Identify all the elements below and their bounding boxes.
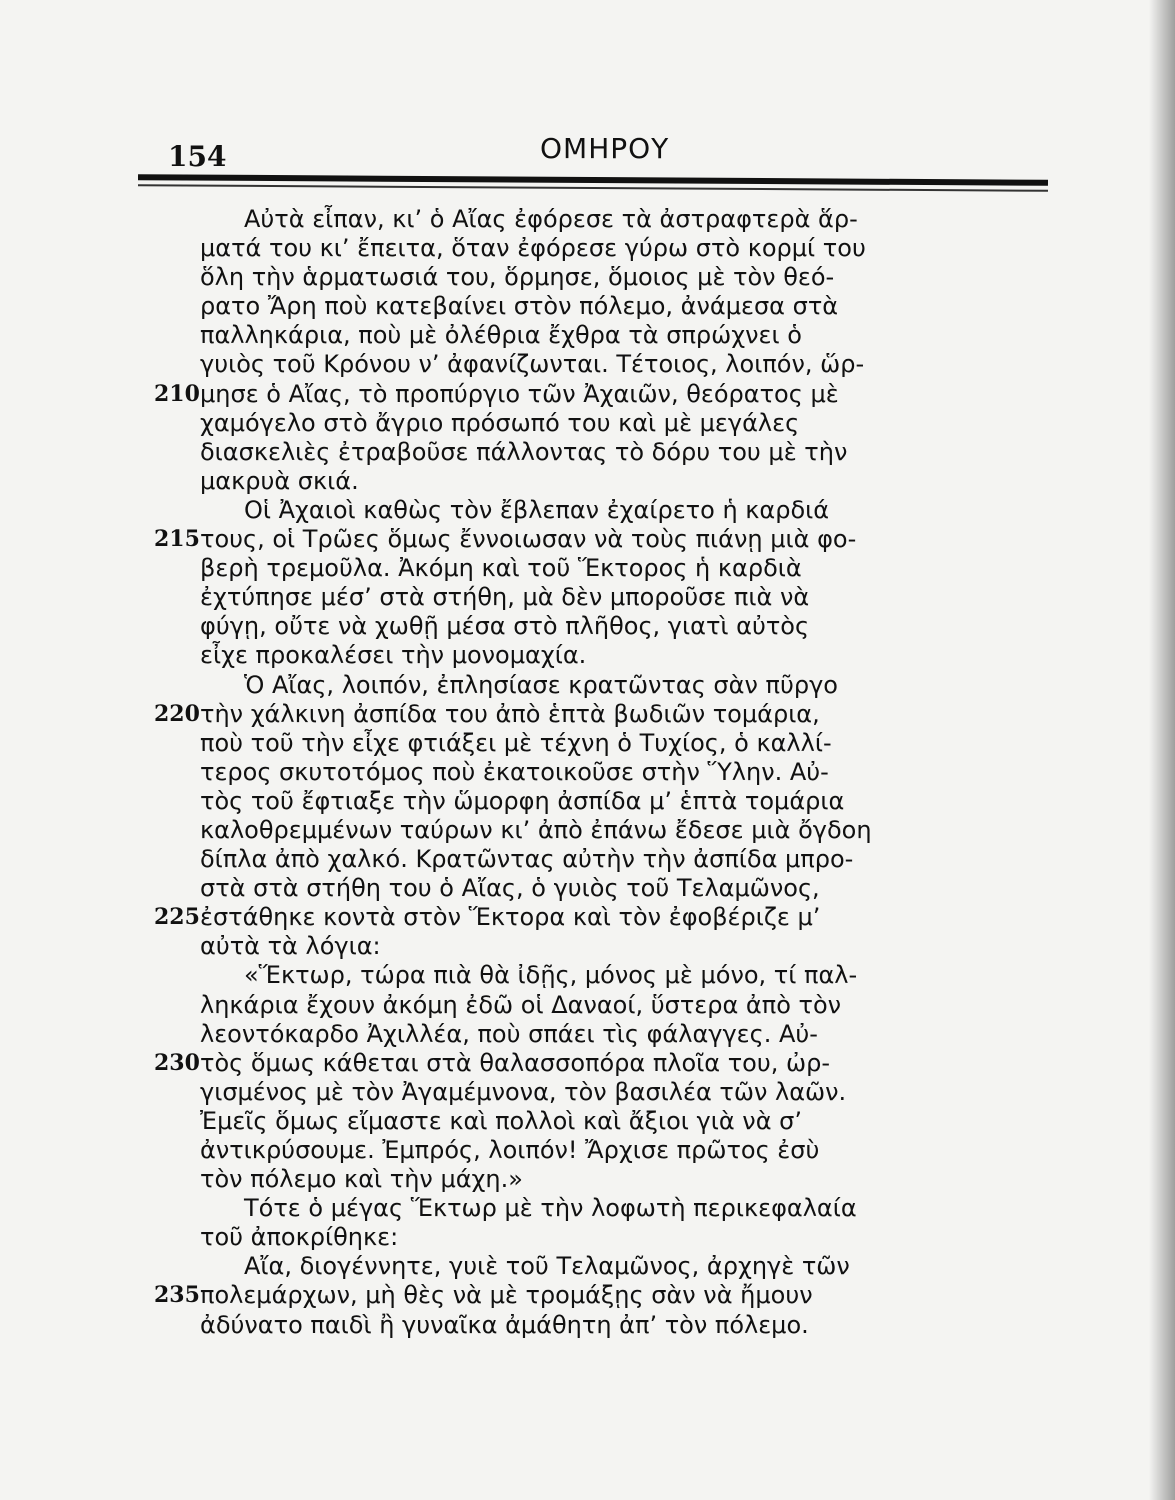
text-line bbox=[200, 321, 1080, 350]
line-text: μακρυὰ σκιά. bbox=[200, 466, 359, 495]
running-title: ΟΜΗΡΟΥ bbox=[540, 132, 670, 165]
text-line bbox=[200, 234, 1080, 263]
line-text: ὅλη τὴν ἁρματωσιά του, ὅρμησε, ὅμοιος μὲ τὸν θεό- bbox=[200, 263, 835, 292]
line-text: λεοντόκαρδο Ἀχιλλέα, ποὺ σπάει τὶς φάλαγγες. Αὐ- bbox=[200, 1019, 818, 1048]
line-text: ἐστάθηκε κοντὰ στὸν Ἕκτορα καὶ τὸν ἐφοβέριζε μ’ bbox=[200, 903, 821, 932]
line-text: αὐτὰ τὰ λόγια: bbox=[200, 932, 381, 961]
text-line bbox=[154, 699, 1080, 729]
page-number: 154 bbox=[168, 140, 227, 173]
text-line bbox=[200, 438, 1080, 467]
line-text: Οἱ Ἀχαιοὶ καθὼς τὸν ἔβλεπαν ἐχαίρετο ἡ καρδιά bbox=[244, 495, 830, 524]
text-line bbox=[200, 961, 1080, 990]
text-line bbox=[200, 1311, 1080, 1340]
line-text: ποὺ τοῦ τὴν εἶχε φτιάξει μὲ τέχνη ὁ Τυχίος, ὁ καλλί- bbox=[200, 728, 832, 757]
line-text: εἶχε προκαλέσει τὴν μονομαχία. bbox=[200, 641, 587, 670]
text-line bbox=[200, 554, 1080, 583]
line-number: 210 bbox=[154, 380, 200, 407]
line-text: δίπλα ἀπὸ χαλκό. Κρατῶντας αὐτὴν τὴν ἀσπίδα μπρο- bbox=[200, 845, 854, 874]
text-line bbox=[200, 816, 1080, 845]
line-number: 215 bbox=[154, 526, 200, 553]
text-line bbox=[200, 583, 1080, 612]
line-text: Ὁ Αἴας, λοιπόν, ἐπλησίασε κρατῶντας σὰν πῦργο bbox=[244, 670, 838, 699]
line-text: τὴν χάλκινη ἀσπίδα του ἀπὸ ἑπτὰ βωδιῶν τομάρια, bbox=[200, 699, 820, 728]
line-text: τοῦ ἀποκρίθηκε: bbox=[200, 1223, 399, 1252]
text-line bbox=[200, 1020, 1080, 1049]
text-line bbox=[200, 292, 1080, 321]
line-text: βερὴ τρεμοῦλα. Ἀκόμη καὶ τοῦ Ἕκτορος ἡ καρδιὰ bbox=[200, 554, 802, 583]
line-text: χαμόγελο στὸ ἄγριο πρόσωπό του καὶ μὲ μεγάλες bbox=[200, 408, 800, 437]
text-line bbox=[200, 612, 1080, 641]
text-line bbox=[200, 787, 1080, 816]
text-line bbox=[200, 263, 1080, 292]
text-line bbox=[200, 1165, 1080, 1194]
line-text: ρατο Ἄρη ποὺ κατεβαίνει στὸν πόλεμο, ἀνάμεσα στὰ bbox=[200, 292, 839, 321]
line-text: γισμένος μὲ τὸν Ἀγαμέμνονα, τὸν βασιλέα τῶν λαῶν. bbox=[200, 1077, 847, 1106]
text-line bbox=[200, 874, 1080, 903]
text-line bbox=[154, 1048, 1080, 1078]
line-text: Αὐτὰ εἶπαν, κι’ ὁ Αἴας ἐφόρεσε τὰ ἀστραφτερὰ ἅρ- bbox=[244, 205, 858, 233]
text-line bbox=[200, 409, 1080, 438]
text-line bbox=[200, 671, 1080, 700]
line-text: διασκελιὲς ἐτραβοῦσε πάλλοντας τὸ δόρυ του μὲ τὴν bbox=[200, 437, 848, 466]
line-text: Αἴα, διογέννητε, γυιὲ τοῦ Τελαμῶνος, ἀρχηγὲ τῶν bbox=[244, 1252, 850, 1281]
line-text: στὰ στὰ στήθη του ὁ Αἴας, ὁ γυιὸς τοῦ Τελαμῶνος, bbox=[200, 874, 820, 903]
text-line bbox=[200, 932, 1080, 961]
text-line bbox=[200, 991, 1080, 1020]
text-line bbox=[200, 845, 1080, 874]
text-line bbox=[200, 1078, 1080, 1107]
text-line bbox=[200, 758, 1080, 787]
text-line bbox=[200, 350, 1080, 379]
line-text: Ἐμεῖς ὅμως εἴμαστε καὶ πολλοὶ καὶ ἄξιοι γιὰ νὰ σ’ bbox=[200, 1106, 802, 1135]
line-text: τὸς ὅμως κάθεται στὰ θαλασσοπόρα πλοῖα του, ὠρ- bbox=[200, 1048, 830, 1077]
line-text: παλληκάρια, ποὺ μὲ ὀλέθρια ἔχθρα τὰ σπρώχνει ὁ bbox=[200, 321, 802, 350]
line-number: 225 bbox=[154, 904, 200, 931]
text-line bbox=[200, 205, 1080, 234]
line-text: τερος σκυτοτόμος ποὺ ἐκατοικοῦσε στὴν Ὕλην. Αὐ- bbox=[200, 757, 829, 786]
page-edge-shadow bbox=[1149, 0, 1175, 1500]
text-line bbox=[154, 379, 1080, 409]
line-text: ληκάρια ἔχουν ἀκόμη ἐδῶ οἱ Δαναοί, ὕστερα ἀπὸ τὸν bbox=[200, 990, 842, 1019]
line-number: 220 bbox=[154, 700, 200, 727]
text-line bbox=[200, 1107, 1080, 1136]
text-line bbox=[200, 496, 1080, 525]
line-text: ἀντικρύσουμε. Ἐμπρός, λοιπόν! Ἄρχισε πρῶτος ἐσὺ bbox=[200, 1136, 820, 1164]
line-text: τὸν πόλεμο καὶ τὴν μάχη.» bbox=[200, 1165, 523, 1194]
text-line bbox=[200, 467, 1080, 496]
line-text: ματά του κι’ ἔπειτα, ὅταν ἐφόρεσε γύρω στὸ κορμί του bbox=[200, 234, 866, 263]
line-text: ἀδύνατο παιδὶ ἢ γυναῖκα ἀμάθητη ἀπ’ τὸν πόλεμο. bbox=[200, 1310, 809, 1339]
line-text: πολεμάρχων, μὴ θὲς νὰ μὲ τρομάξῃς σὰν νὰ ἤμουν bbox=[200, 1281, 813, 1310]
header-rule bbox=[138, 174, 1048, 186]
line-text: τους, οἱ Τρῶες ὅμως ἔννοιωσαν νὰ τοὺς πιάνῃ μιὰ φο- bbox=[200, 525, 857, 554]
text-line bbox=[154, 525, 1080, 554]
line-text: γυιὸς τοῦ Κρόνου ν’ ἀφανίζωνται. Τέτοιος, λοιπόν, ὥρ- bbox=[200, 350, 865, 379]
text-line bbox=[154, 1281, 1080, 1310]
line-text: φύγῃ, οὔτε νὰ χωθῇ μέσα στὸ πλῆθος, γιατὶ αὐτὸς bbox=[200, 612, 810, 641]
line-text: τὸς τοῦ ἔφτιαξε τὴν ὥμορφη ἀσπίδα μ’ ἑπτὰ τομάρια bbox=[200, 786, 845, 815]
text-line bbox=[200, 729, 1080, 758]
text-line bbox=[200, 1223, 1080, 1252]
text-line bbox=[154, 903, 1080, 932]
header-rule-thin bbox=[138, 184, 1048, 192]
line-text: ἐχτύπησε μέσ’ στὰ στήθη, μὰ δὲν μποροῦσε πιὰ νὰ bbox=[200, 583, 810, 612]
page-header bbox=[168, 128, 1048, 174]
text-line bbox=[200, 1194, 1080, 1223]
text-line bbox=[200, 1136, 1080, 1165]
line-text: «Ἕκτωρ, τώρα πιὰ θὰ ἰδῇς, μόνος μὲ μόνο, τί παλ- bbox=[244, 961, 858, 990]
line-number: 230 bbox=[154, 1049, 200, 1076]
text-line bbox=[200, 1252, 1080, 1281]
line-text: Τότε ὁ μέγας Ἕκτωρ μὲ τὴν λοφωτὴ περικεφαλαία bbox=[244, 1194, 857, 1223]
body-text bbox=[154, 205, 1080, 1340]
line-text: καλοθρεμμένων ταύρων κι’ ἀπὸ ἐπάνω ἔδεσε μιὰ ὄγδοη bbox=[200, 815, 872, 844]
line-text: μησε ὁ Αἴας, τὸ προπύργιο τῶν Ἀχαιῶν, θεόρατος μὲ bbox=[200, 379, 839, 408]
text-line bbox=[200, 641, 1080, 670]
line-number: 235 bbox=[154, 1282, 200, 1309]
